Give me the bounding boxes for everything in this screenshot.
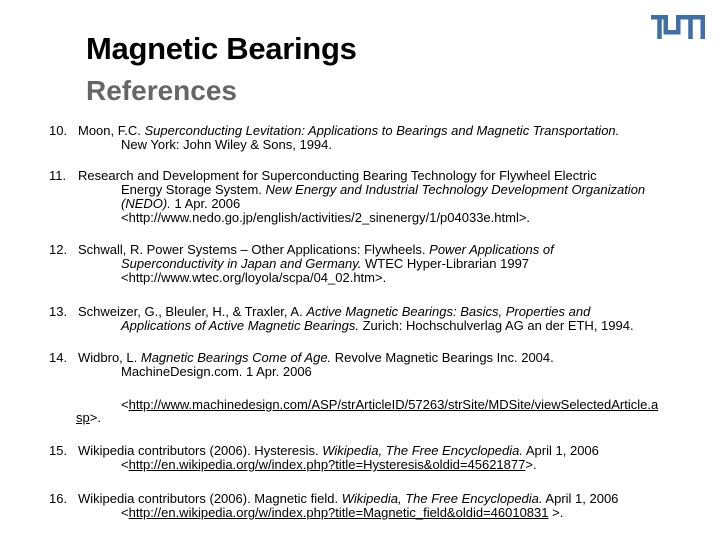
reference-publisher: New York: John Wiley & Sons, 1994.: [121, 137, 333, 152]
reference-url-line: [121, 458, 537, 471]
reference-url-line: [76, 411, 101, 424]
reference-title: (NEDO).: [121, 196, 171, 211]
reference-url-line: [121, 506, 563, 519]
reference-line: [78, 124, 619, 137]
reference-title: Superconductivity in Japan and Germany.: [121, 256, 362, 271]
reference-number: 11.: [49, 168, 67, 183]
reference-author: Widbro, L.: [78, 350, 138, 365]
reference-url: <http://www.wtec.org/loyola/scpa/04_02.htm>.: [121, 270, 387, 285]
url-bracket: <: [121, 397, 129, 412]
reference-line: MachineDesign.com. 1 Apr. 2006: [121, 364, 312, 379]
reference-number: 14.: [49, 350, 68, 365]
reference-text: Revolve Magnetic Bearings Inc. 2004.: [334, 350, 554, 365]
reference-author: Moon, F.C.: [78, 123, 141, 138]
reference-text: Energy Storage System.: [121, 182, 262, 197]
reference-number: 16.: [49, 491, 68, 506]
reference-link-continued[interactable]: sp: [76, 410, 90, 425]
reference-date: April 1, 2006: [545, 491, 619, 506]
reference-link[interactable]: http://en.wikipedia.org/w/index.php?title=Hysteresis&oldid=45621877: [128, 457, 526, 472]
reference-text: WTEC Hyper-Librarian 1997: [365, 256, 530, 271]
reference-title: Active Magnetic Bearings: Basics, Properties and: [306, 304, 591, 319]
url-bracket: <: [121, 457, 129, 472]
reference-url-line: [121, 398, 658, 411]
reference-number: 15.: [49, 443, 68, 458]
reference-line: [121, 257, 529, 270]
reference-url: <http://www.nedo.go.jp/english/activities/2_sinenergy/1/p04033e.html>.: [121, 210, 531, 225]
reference-line: [78, 351, 554, 364]
tum-logo-icon: [651, 15, 705, 39]
url-bracket: >.: [548, 505, 564, 520]
reference-date: 1 Apr. 2006: [174, 196, 241, 211]
url-bracket: >.: [89, 410, 101, 425]
reference-line: [78, 492, 618, 505]
reference-line: [78, 305, 590, 318]
reference-number: 12.: [49, 242, 68, 257]
reference-line: [121, 197, 240, 210]
reference-line: Research and Development for Superconducting Bearing Technology for Flywheel Electric: [78, 168, 597, 183]
reference-title: Magnetic Bearings Come of Age.: [140, 350, 332, 365]
reference-title: Power Applications of: [429, 242, 554, 257]
reference-author: Schweizer, G., Bleuler, H., & Traxler, A.: [78, 304, 303, 319]
reference-text: Wikipedia contributors (2006). Hysteresis.: [78, 443, 319, 458]
tum-logo: [651, 15, 705, 39]
reference-title: Superconducting Levitation: Applications to Bearings and Magnetic Transportation.: [144, 123, 620, 138]
page-title: Magnetic Bearings: [86, 31, 357, 66]
reference-text: Wikipedia contributors (2006). Magnetic field.: [78, 491, 339, 506]
reference-line: [121, 183, 645, 196]
reference-publisher: Zurich: Hochschulverlag AG an der ETH, 1994.: [362, 318, 634, 333]
reference-text: Schwall, R. Power Systems – Other Applications: Flywheels.: [78, 242, 426, 257]
section-subtitle: References: [86, 75, 237, 106]
reference-link[interactable]: http://www.machinedesign.com/ASP/strArticleID/57263/strSite/MDSite/viewSelectedArticle.a: [128, 397, 659, 412]
reference-date: April 1, 2006: [525, 443, 599, 458]
reference-line: [78, 243, 554, 256]
reference-number: 10.: [49, 123, 68, 138]
url-bracket: >.: [525, 457, 537, 472]
reference-line: [78, 444, 599, 457]
reference-number: 13.: [49, 304, 68, 319]
url-bracket: <: [121, 505, 129, 520]
reference-title: Wikipedia, The Free Encyclopedia.: [322, 443, 523, 458]
reference-line: [121, 319, 634, 332]
reference-link[interactable]: http://en.wikipedia.org/w/index.php?title=Magnetic_field&oldid=46010831: [128, 505, 549, 520]
reference-title: Wikipedia, The Free Encyclopedia.: [341, 491, 543, 506]
reference-title: Applications of Active Magnetic Bearings.: [121, 318, 359, 333]
reference-title: New Energy and Industrial Technology Development Organization: [265, 182, 646, 197]
